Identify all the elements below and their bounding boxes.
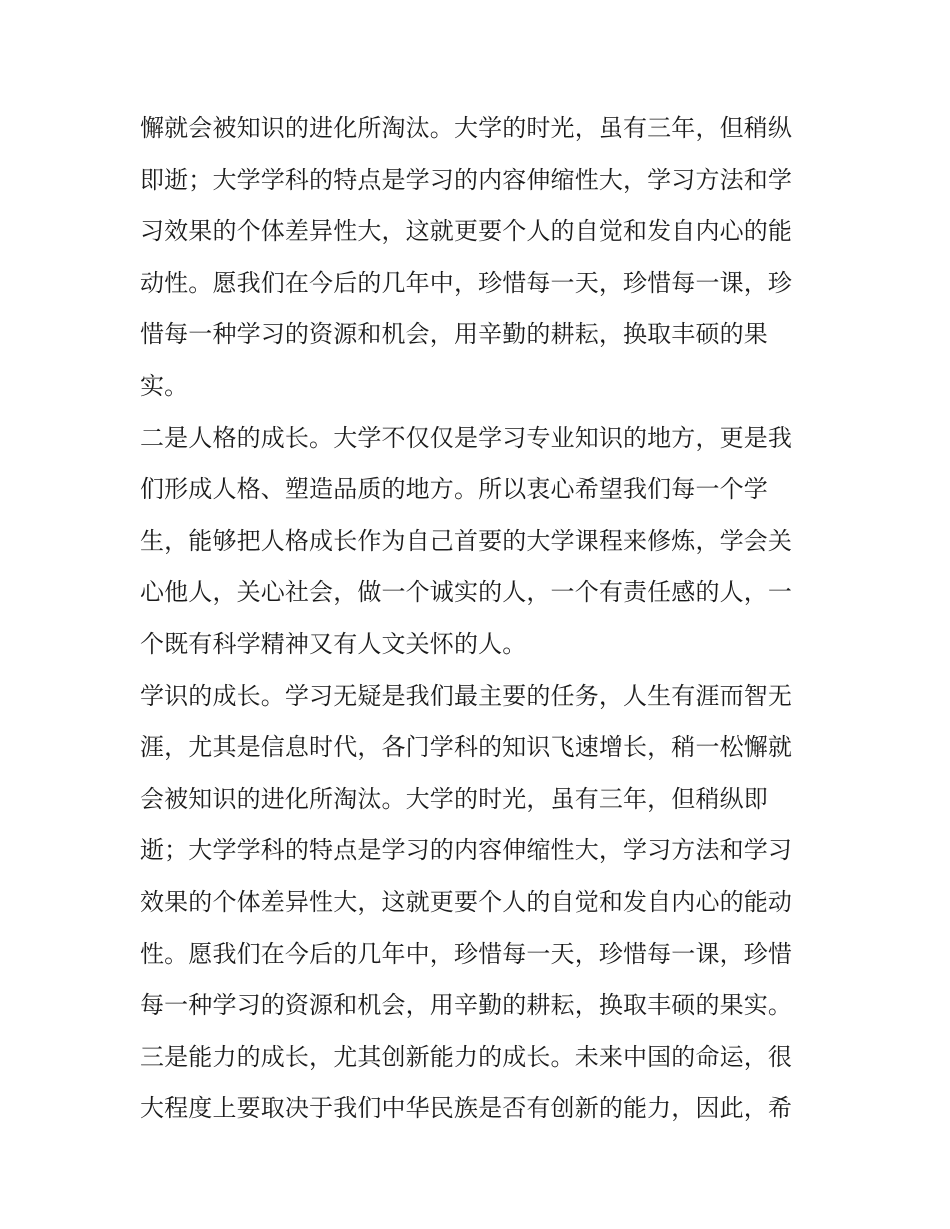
text-line: 们形成人格、塑造品质的地方。所以衷心希望我们每一个学: [140, 475, 768, 504]
text-line: 会被知识的进化所淘汰。大学的时光，虽有三年，但稍纵即: [140, 784, 768, 813]
text-line: 逝；大学学科的特点是学习的内容伸缩性大，学习方法和学习: [140, 836, 793, 865]
text-line: 心他人，关心社会，做一个诚实的人，一个有责任感的人，一: [140, 578, 793, 607]
text-line: 性。愿我们在今后的几年中，珍惜每一天，珍惜每一课，珍惜: [140, 939, 793, 968]
text-line: 懈就会被知识的进化所淘汰。大学的时光，虽有三年，但稍纵: [140, 114, 793, 142]
text-line: 大程度上要取决于我们中华民族是否有创新的能力，因此，希: [140, 1094, 793, 1123]
text-line: 习效果的个体差异性大，这就更要个人的自觉和发自内心的能: [140, 217, 793, 246]
text-line: 涯，尤其是信息时代，各门学科的知识飞速增长，稍一松懈就: [140, 733, 793, 762]
text-line: 每一种学习的资源和机会，用辛勤的耕耘，换取丰硕的果实。: [140, 991, 793, 1020]
text-line: 即逝；大学学科的特点是学习的内容伸缩性大，学习方法和学: [140, 165, 793, 194]
text-line: 生，能够把人格成长作为自己首要的大学课程来修炼，学会关: [140, 526, 793, 555]
text-line: 实。: [140, 371, 189, 400]
text-line: 惜每一种学习的资源和机会，用辛勤的耕耘，换取丰硕的果: [140, 320, 768, 349]
text-line: 二是人格的成长。大学不仅仅是学习专业知识的地方，更是我: [140, 423, 793, 452]
text-line: 学识的成长。学习无疑是我们最主要的任务，人生有涯而智无: [140, 681, 793, 710]
text-line: 三是能力的成长，尤其创新能力的成长。未来中国的命运，很: [140, 1042, 793, 1071]
text-line: 个既有科学精神又有人文关怀的人。: [140, 629, 527, 658]
text-line: 动性。愿我们在今后的几年中，珍惜每一天，珍惜每一课，珍: [140, 268, 793, 297]
text-line: 效果的个体差异性大，这就更要个人的自觉和发自内心的能动: [140, 887, 793, 916]
body-text: [140, 103, 820, 1135]
